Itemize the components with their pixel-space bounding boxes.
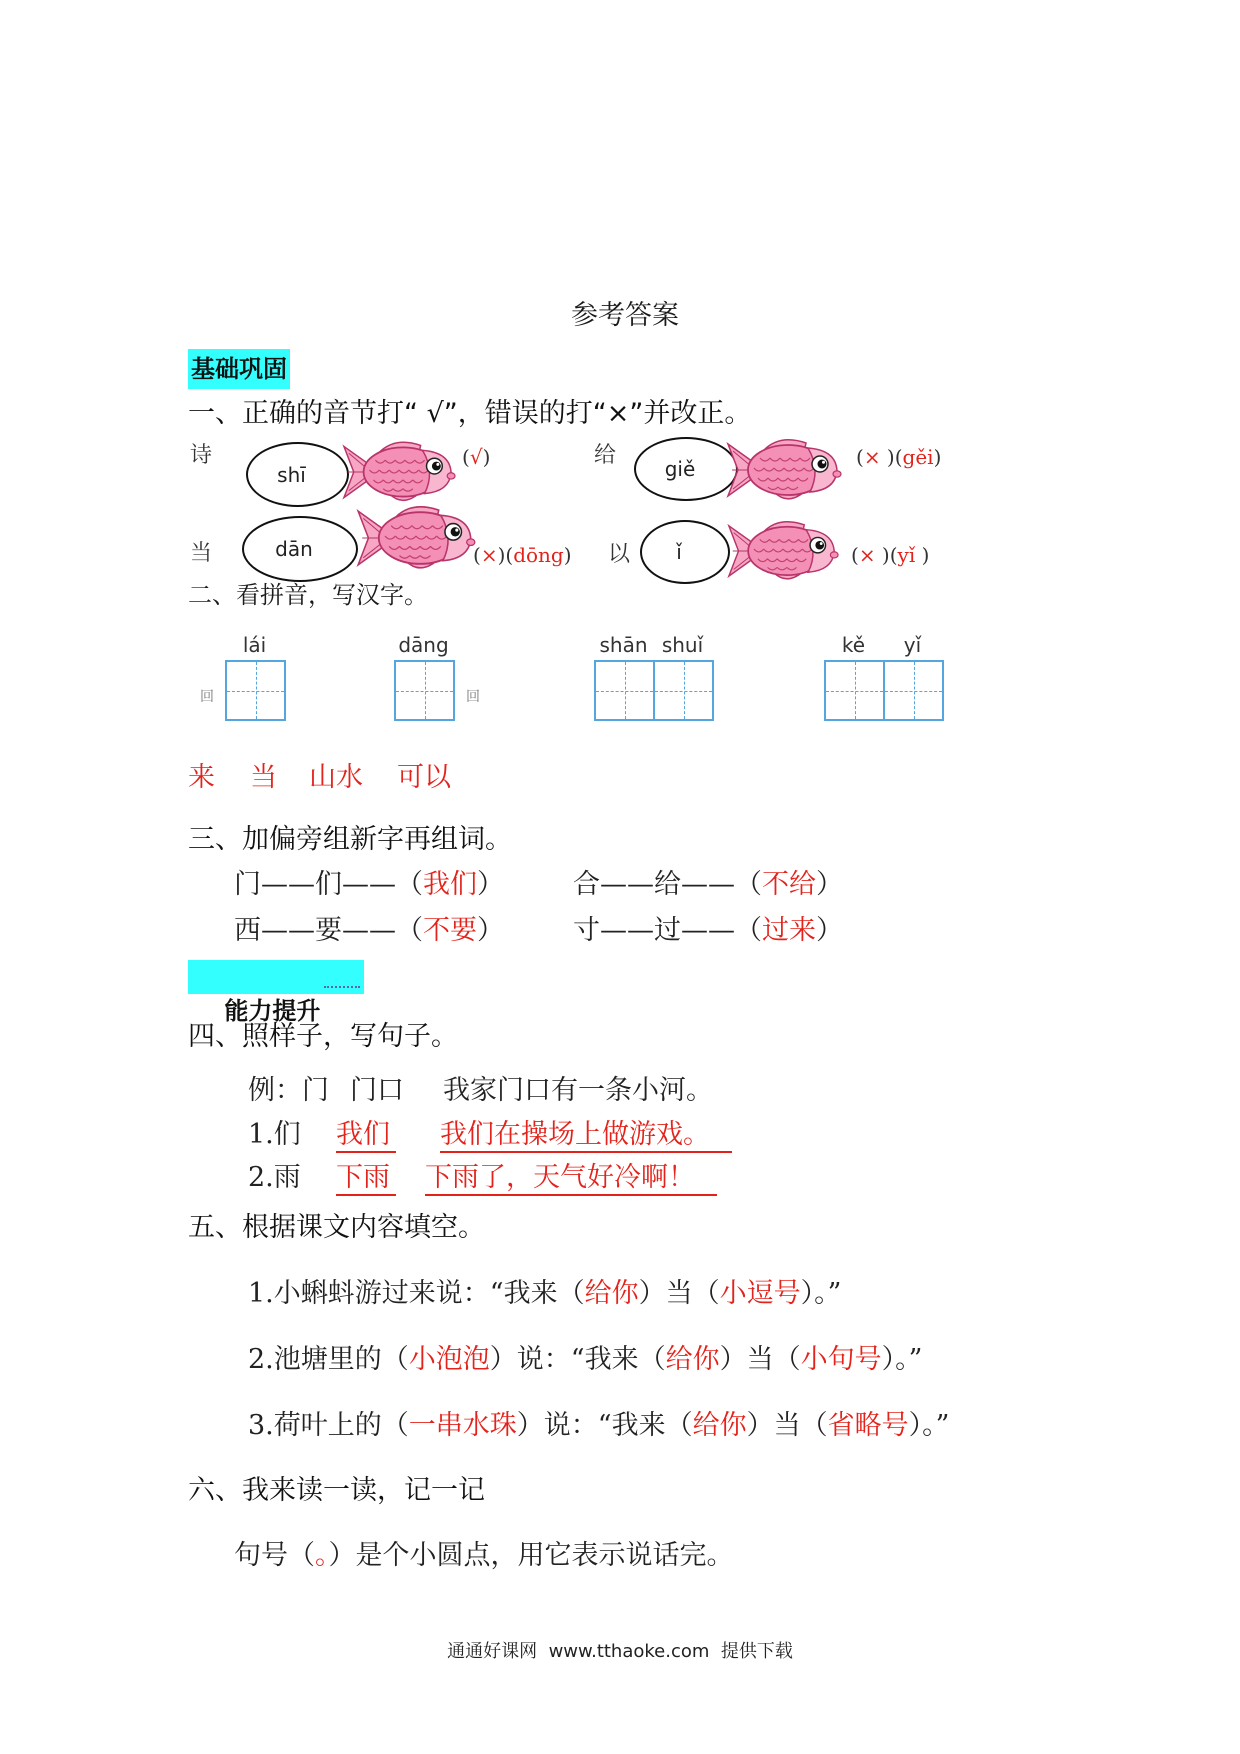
answer-text: 。 [315,1540,329,1571]
q5-item [248,1278,841,1310]
prompt-text: ( [462,445,470,469]
prompt-text: 句号（ [234,1540,315,1571]
tianzige-cell [653,660,714,721]
question-6-heading: 六、我来读一读，记一记 [188,1475,485,1506]
prompt-text: )( [497,543,514,567]
answer-text: √ [469,445,483,469]
q1-character: 当 [190,541,213,566]
pinyin-text: shī [277,462,306,487]
answer-text: 不给 [762,869,816,900]
writing-grid-group [594,630,714,721]
q1-answer [473,541,572,569]
prompt-text: 门——们——（ [234,869,423,900]
q1-character: 以 [608,542,631,567]
prompt-text: ）说：“我来（ [516,1410,693,1441]
prompt-text: ( [473,543,481,567]
pinyin-label: lái [242,633,267,657]
question-2-heading: 二、看拼音，写汉字。 [188,581,428,609]
prompt-text: 寸——过——（ [573,915,762,946]
pinyin-bubble [246,442,349,507]
q2-answer: 可以 [397,762,451,793]
pinyin-label: dāng [398,633,449,657]
page-title: 参考答案 [571,300,679,331]
prompt-text: ( [851,543,859,567]
q1-character: 诗 [190,443,213,468]
tianzige-cell [594,660,655,721]
answer-text: × [480,543,498,567]
writing-grid-group [824,630,944,721]
prompt-text: )( [880,445,903,469]
answer-text: 给你 [584,1278,639,1309]
tianzige-cell [225,660,286,721]
question-3-heading: 三、加偏旁组新字再组词。 [188,824,512,855]
pinyin-bubble [242,516,358,582]
prompt-text: ）当（ [638,1278,720,1309]
example-sentence: 我家门口有一条小河。 [443,1075,713,1106]
q6-text [234,1540,734,1572]
pinyin-label: kě [841,633,866,657]
q3-row [234,915,504,947]
pinyin-label: shān [599,633,648,657]
prompt-text: )( [875,543,898,567]
answer-text: 不要 [423,915,477,946]
q4-answer-sentence: 我们在操场上做游戏。 [440,1119,732,1153]
answer-text: yǐ [897,543,916,567]
q3-row [234,869,504,901]
prompt-text: 西——要——（ [234,915,423,946]
pinyin-label: shuǐ [661,633,704,657]
fish-illustration [354,500,478,574]
q3-row [573,915,843,947]
q4-item-number: 2.雨 [248,1162,301,1193]
answer-text: 小泡泡 [408,1344,490,1375]
tianzige-cell [883,660,944,721]
pinyin-text: giě [664,457,696,481]
q4-answer-word: 我们 [336,1119,396,1153]
prompt-text: 合——给——（ [573,869,762,900]
answer-text: 小句号 [800,1344,882,1375]
fish-illustration [340,436,458,506]
prompt-text: ）说：“我来（ [489,1344,666,1375]
pinyin-text: ǐ [676,540,682,564]
prompt-text: ） [477,869,504,900]
prompt-text: ）。” [908,1410,950,1441]
prompt-text: ）当（ [719,1344,801,1375]
q5-item [248,1344,922,1376]
fish-illustration [722,434,846,504]
prompt-text: ) [915,543,930,567]
q4-answer-word: 下雨 [336,1162,396,1196]
example-word: 门口 [350,1075,404,1106]
example-label: 例：门 [248,1075,329,1106]
answer-text: × [858,543,876,567]
tianzige-cell [394,660,455,721]
prompt-text: ） [477,915,504,946]
prompt-text: ( [856,445,864,469]
pinyin-text: dān [275,537,313,561]
q1-answer [856,443,941,471]
q2-answer: 来 [188,762,215,793]
q3-row [573,869,843,901]
answer-text: 一串水珠 [408,1410,517,1441]
question-4-heading: 四、照样子，写句子。 [188,1021,458,1052]
prompt-text: 2.池塘里的（ [248,1344,409,1375]
prompt-text: 1.小蝌蚪游过来说：“我来（ [248,1278,585,1309]
pinyin-bubble [640,520,730,584]
q4-answer-sentence: 下雨了，天气好冷啊！ [425,1162,717,1196]
dotted-underline [324,986,360,988]
prompt-text: ） [816,869,843,900]
prompt-text: ) [563,543,572,567]
prompt-text: ）。” [800,1278,842,1309]
section-badge-label: 能力提升 [224,997,321,1025]
prompt-text: 3.荷叶上的（ [248,1410,409,1441]
prompt-text: ） [816,915,843,946]
answer-text: 给你 [692,1410,747,1441]
prompt-text: ) [482,445,491,469]
q4-item-number: 1.们 [248,1119,301,1150]
prompt-text: ）。” [881,1344,923,1375]
answer-text: × [863,445,881,469]
marker-icon: 回 [466,689,480,705]
q5-item [248,1410,949,1442]
answer-text: 给你 [665,1344,720,1375]
section-badge-basic: 基础巩固 [188,349,290,389]
answer-text: 我们 [423,869,477,900]
question-1-heading: 一、正确的音节打“ √”，错误的打“×”并改正。 [188,398,752,429]
question-5-heading: 五、根据课文内容填空。 [188,1212,485,1243]
answer-text: 小逗号 [719,1278,801,1309]
pinyin-label: yǐ [903,633,922,657]
prompt-text: ）是个小圆点，用它表示说话完。 [328,1540,734,1571]
answer-text: dōng [513,543,564,567]
writing-grid-group [225,630,286,721]
fish-illustration [725,516,841,584]
answer-text: gěi [902,445,934,469]
q2-answer: 山水 [309,762,363,793]
section-badge-advanced [188,960,364,1025]
tianzige-cell [824,660,885,721]
q1-answer [462,443,490,471]
answer-text: 省略号 [827,1410,909,1441]
q1-answer [851,541,929,569]
q2-answer: 当 [250,762,277,793]
page-footer: 通通好课网 www.tthaoke.com 提供下载 [447,1641,793,1662]
prompt-text: ) [933,445,942,469]
q1-character: 给 [594,443,617,468]
answer-text: 过来 [762,915,816,946]
writing-grid-group [394,630,455,721]
marker-icon: 回 [200,689,214,705]
prompt-text: ）当（ [746,1410,828,1441]
